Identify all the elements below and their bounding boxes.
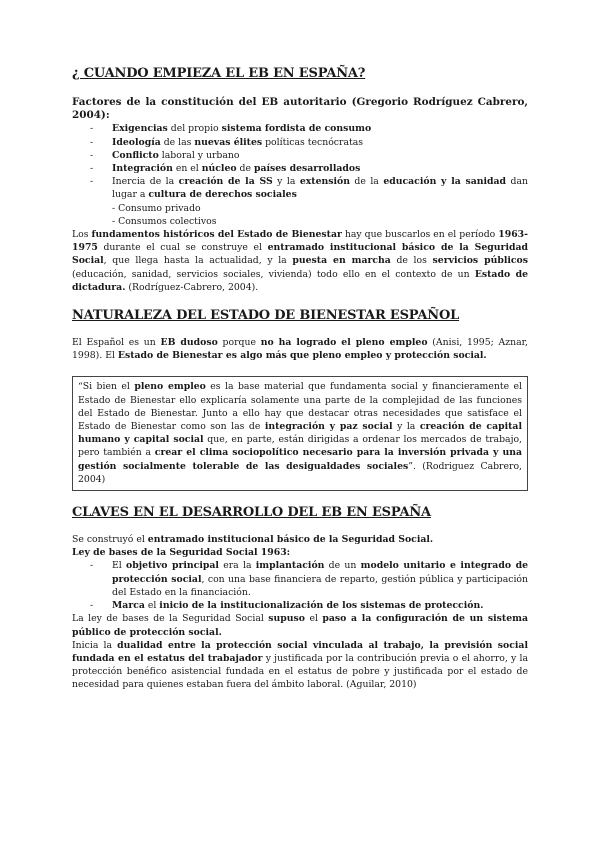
bold-text: dualidad entre la protección social vinculada al trabajo, la previsión social fundada en el estatus del trabajador [72,639,528,664]
bold-text: cultura de derechos sociales [148,189,297,201]
bold-text: paso a la configuración de un sistema público de protección social. [72,613,528,638]
bold-text: implantación [255,560,325,572]
bold-text: núcleo [201,163,237,175]
keys-line1: Se construyó el entramado institucional básico de la Seguridad Social. [72,534,434,546]
factors-title: Factores de la constitución del EB autoritario (Gregorio Rodríguez Cabrero, 2004): [72,96,528,122]
historical-paragraph: Los fundamentos históricos del Estado de Bienestar hay que buscarlos en el período 1963-1975 durante el cual se construye el entramado institucional básico de la Seguridad Social, que llega hasta la actualidad, y la puesta en marcha de los servicios públicos (educación, sanidad, servicios sociales, vivienda) todo ello en el contexto de un Estado de dictadura. (Rodríguez-Cabrero, 2004). [72,229,529,293]
law-list [72,559,528,612]
bold-text: educación y la sanidad [383,176,507,188]
bold-text: extensión [299,176,350,188]
bold-text: sistema fordista de consumo [221,123,372,135]
section1-heading: ¿ CUANDO EMPIEZA EL EB EN ESPAÑA? [72,66,366,81]
list-item: - Integración en el núcleo de países desarrollados [72,162,528,175]
bold-text: fundamentos históricos del Estado de Bienestar [91,229,342,241]
bold-text: Integración [112,163,173,175]
list-item: - Inercia de la creación de la SS y la extensión de la educación y la sanidad dan lugar a cultura de derechos sociales [72,175,528,201]
bold-text: EB dudoso [160,337,218,349]
bold-text: Exigencias [112,123,168,135]
bold-text: Estado de dictadura. [72,268,529,293]
bold-text: Marca [112,600,145,612]
bold-text: 1963-1975 [72,229,528,254]
document-page [72,66,528,692]
bold-text: crear el clima sociopolítico necesario para la inversión privada y una gestión socialmente tolerable de las desigualdades sociales [78,447,522,472]
bold-text: países desarrollados [253,163,361,175]
bold-text: modelo unitario e integrado de protección social [112,560,528,585]
section3-heading: CLAVES EN EL DESARROLLO DEL EB EN ESPAÑA [72,505,431,521]
quote-box: “Si bien el pleno empleo es la base material que fundamenta social y financieramente el Estado de Bienestar ello explicaría solamente una parte de la complejidad de las funciones del Estado de Bienestar. Junto a ello hay que destacar otras necesidades que satisface el Estado de Bienestar como son las de integración y paz social y la creación de capital humano y capital social que, en parte, están dirigidas a ordenar los mercados de trabajo, pero también a crear el clima sociopolítico necesario para la inversión privada y una gestión socialmente tolerable de las desigualdades sociales”. (Rodriguez Cabrero, 2004) [72,376,528,491]
bold-text: entramado institucional básico de la Seguridad Social. [147,534,434,546]
bold-text: objetivo principal [126,560,219,572]
law-title: Ley de bases de la Seguridad Social 1963: [72,547,291,559]
section2-heading: NATURALEZA DEL ESTADO DE BIENESTAR ESPAÑOL [72,308,460,324]
bold-text: inicio de la institucionalización de los sistemas de protección. [159,600,484,612]
list-item: - Ideología de las nuevas élites políticas tecnócratas [72,136,528,149]
bold-text: creación de capital humano y capital social [78,421,522,446]
nature-paragraph: El Español es un EB dudoso porque no ha logrado el pleno empleo (Anisi, 1995; Aznar, 1998). El Estado de Bienestar es algo más que pleno empleo y protección social. [72,337,529,362]
sub-item: - Consumo privado [112,202,201,214]
factors-list [72,122,528,201]
law-paragraph: La ley de bases de la Seguridad Social supuso el paso a la configuración de un sistema público de protección social. [72,613,528,638]
bold-text: nuevas élites [194,136,263,148]
bold-text: entramado institucional básico de la Seguridad Social [72,242,529,267]
bold-text: supuso [268,613,305,625]
bold-text: puesta en marcha [292,255,391,267]
duality-paragraph: Inicia la dualidad entre la protección social vinculada al trabajo, la previsión social fundada en el estatus del trabajador y justificada por la contribución previa o el ahorro, y la protección benéfico asistencial fundada en el estatus de pobre y justificada por el estado de necesidad para quienes estaban fuera del ámbito laboral. (Aguilar, 2010) [72,639,528,691]
bold-text: creación de la SS [178,176,273,188]
list-item: - El objetivo principal era la implantación de un modelo unitario e integrado de protección social, con una base financiera de reparto, gestión pública y participación del Estado en la financiación. [72,559,528,599]
bold-text: pleno empleo [134,381,206,393]
bold-text: servicios públicos [432,255,528,267]
list-item: - Conflicto laboral y urbano [72,149,528,162]
bold-text: no ha logrado el pleno empleo [260,337,428,349]
list-item: - Marca el inicio de la institucionalización de los sistemas de protección. [72,599,528,612]
bold-text: Conflicto [112,149,159,161]
bold-text: Estado de Bienestar es algo más que pleno empleo y protección social. [117,350,487,362]
list-item: - Exigencias del propio sistema fordista de consumo [72,122,528,135]
bold-text: Ideología [112,136,161,148]
bold-text: integración y paz social [264,421,393,433]
sub-item: - Consumos colectivos [112,215,217,227]
